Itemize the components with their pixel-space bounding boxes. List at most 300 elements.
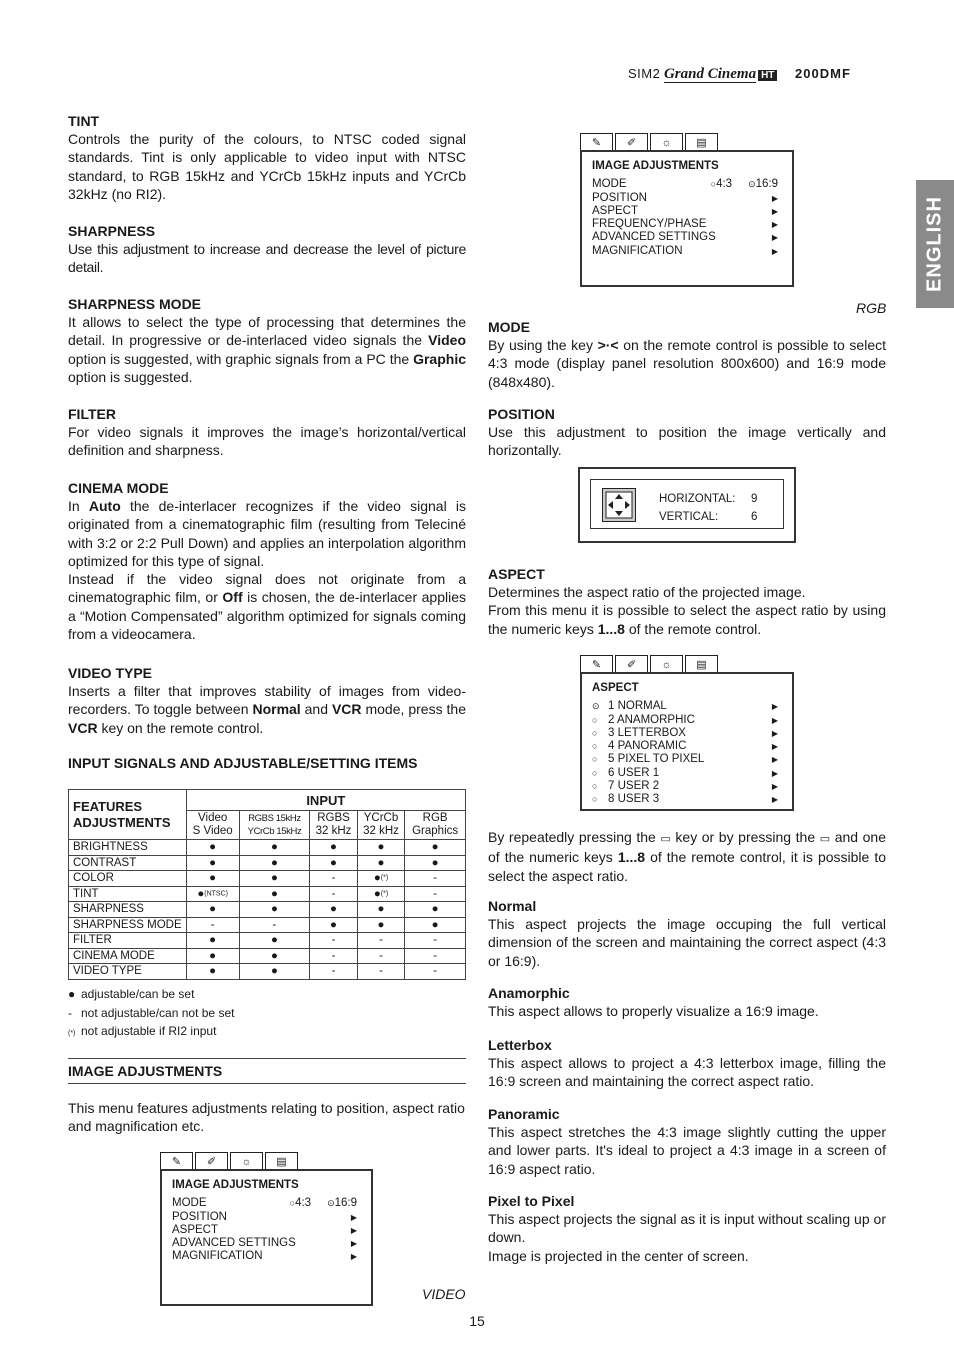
table-cell — [239, 917, 310, 933]
table-cell — [239, 886, 310, 902]
column-header-line: RGBS 15kHz — [248, 813, 301, 824]
aspect-title: ASPECT — [488, 566, 545, 582]
table-cell — [186, 871, 239, 887]
osd-menu-item — [592, 245, 778, 258]
normal-title: Normal — [488, 898, 537, 914]
settings-icon: ☼ — [650, 655, 683, 673]
legend-text: not adjustable/can not be set — [81, 1005, 235, 1020]
video-type-title: VIDEO TYPE — [68, 665, 153, 681]
section-normal — [488, 897, 886, 970]
panoramic-body: This aspect stretches the 4:3 image slightly cutting the upper and lower parts. It's ideal to project a 4:3 image in a screen of 16:9 aspect ratio. — [488, 1124, 886, 1177]
row-label: VIDEO TYPE — [69, 964, 187, 980]
sharpness-mode-body: It allows to select the type of processing that determines the detail. In progressive or de-interlaced video signals the Video option is suggested, with graphic signals from a PC the Graphic option is suggested. — [68, 314, 466, 385]
mode-key-icon: >·< — [597, 337, 619, 353]
aspect-option-label: 7 USER 2 — [608, 780, 660, 793]
row-label: FILTER — [69, 933, 187, 949]
column-header-line: Graphics — [412, 825, 459, 837]
section-cinema-mode — [68, 479, 466, 643]
info-icon: ▤ — [265, 1152, 298, 1170]
tint-body: Controls the purity of the colours, to NTSC coded signal standards. Tint is only applicable to video input with NTSC standard, to RGB 15kHz and YCrCb 15kHz inputs and YCrCb 32kHz (no RI2). — [68, 131, 466, 202]
radio-icon: ○ — [592, 754, 598, 765]
cell-value: - — [379, 949, 383, 962]
brand-script: Grand Cinema — [663, 66, 757, 82]
table-cell — [310, 933, 358, 949]
column-header-line: RGBS — [317, 812, 350, 824]
cinema-mode-body-1: In Auto the de-interlacer recognizes if the video signal is originated from a cinematographic film (resulting from Teleciné with 3:2 or 2:2 Pull Down) and applies an interpolation algorithm optimized for this type of signal. — [68, 498, 466, 569]
chevron-right-icon: ▶ — [771, 233, 778, 243]
cell-value: - — [331, 872, 336, 885]
cell-value: - — [272, 918, 277, 931]
radio-icon: ○ — [592, 767, 598, 778]
sharpness-mode-title: SHARPNESS MODE — [68, 296, 202, 312]
osd-mode-row: MODE ○4:3 ⊙16:9 — [592, 178, 778, 191]
table-cell — [357, 948, 405, 964]
cell-value: - — [433, 934, 438, 947]
aspect-option — [592, 700, 778, 713]
table-cell — [357, 840, 405, 856]
filter-title: FILTER — [68, 406, 116, 422]
section-image-adjustments — [68, 1062, 466, 1080]
cell-value: ● — [330, 841, 337, 854]
radio-icon: ○ — [592, 781, 598, 792]
pixel-to-pixel-body-1: This aspect projects the signal as it is input without scaling up or down. — [488, 1211, 886, 1246]
legend-symbol: - — [68, 1005, 72, 1020]
position-values — [659, 490, 757, 526]
settings-icon: ☼ — [650, 133, 683, 151]
osd-menu-items — [172, 1211, 357, 1264]
chevron-right-icon: ▶ — [771, 206, 778, 216]
table-cell — [357, 964, 405, 980]
cell-value: ● — [209, 856, 217, 869]
cell-value: ● — [270, 934, 278, 947]
aspect-key-icon: ▭ — [819, 833, 831, 845]
osd-menu-item-label: ADVANCED SETTINGS — [172, 1237, 296, 1250]
table-row — [69, 886, 466, 902]
cell-value: - — [331, 934, 336, 947]
cinema-mode-body-2: Instead if the video signal does not originate from a cinematographic film, or Off is chosen, the de-interlacer applies a “Motion Compensated” algorithm optimized for signals coming from a videocamera. — [68, 571, 466, 643]
column-header-line: YCrCb 15kHz — [247, 826, 302, 837]
panoramic-title: Panoramic — [488, 1106, 560, 1122]
table-column-header — [239, 811, 310, 840]
picture-icon: ✎ — [160, 1152, 193, 1170]
osd-menu-items — [592, 700, 778, 806]
osd-menu-item — [172, 1237, 357, 1250]
cell-value: ● — [270, 965, 278, 978]
table-row — [69, 871, 466, 887]
section-sharpness-mode — [68, 295, 466, 386]
chevron-right-icon: ▶ — [771, 782, 778, 792]
section-pixel-to-pixel — [488, 1192, 886, 1265]
table-cell — [186, 902, 239, 918]
cell-value: ● — [209, 872, 217, 885]
section-position — [488, 405, 886, 460]
column-header-line: 32 kHz — [363, 825, 399, 837]
chevron-right-icon: ▶ — [350, 1252, 357, 1262]
osd-menu-item — [592, 218, 778, 231]
table-row — [69, 855, 466, 871]
cell-value: - — [433, 949, 438, 962]
aspect-option-label: 6 USER 1 — [608, 766, 660, 779]
rgb-caption: RGB — [856, 300, 887, 316]
model-name: 200DMF — [795, 66, 851, 81]
cell-value: ● — [209, 949, 217, 962]
aspect-option — [592, 780, 778, 793]
column-header-line: Video — [198, 812, 228, 824]
cell-value: ● — [330, 903, 337, 916]
cell-value: - — [379, 965, 383, 978]
section-anamorphic — [488, 984, 886, 1020]
radio-selected-icon: ⊙ — [592, 701, 600, 712]
cell-value: ● — [377, 856, 385, 869]
osd-menu-video-box — [160, 1169, 373, 1306]
horizontal-value: 9 — [751, 493, 758, 505]
table-cell — [405, 964, 466, 980]
section-tint — [68, 112, 466, 203]
table-input-header: INPUT — [186, 790, 465, 811]
section-image-adjustments-body — [68, 1099, 466, 1136]
cell-value: ● — [431, 856, 439, 869]
table-cell — [405, 948, 466, 964]
pixel-to-pixel-title: Pixel to Pixel — [488, 1193, 575, 1209]
image-adjustments-body: This menu features adjustments relating to position, aspect ratio and magnification etc. — [68, 1100, 465, 1135]
osd-menu-aspect — [580, 655, 794, 811]
chevron-right-icon: ▶ — [771, 702, 778, 712]
move-arrows-icon — [602, 488, 636, 522]
cell-value: - — [331, 965, 336, 978]
column-header-line: YCrCb — [363, 812, 399, 824]
cell-value: ● — [330, 856, 337, 869]
table-cell — [405, 917, 466, 933]
chevron-right-icon: ▶ — [771, 742, 778, 752]
features-table — [68, 789, 466, 980]
table-cell — [310, 902, 358, 918]
osd-menu-item — [592, 231, 778, 244]
mode-title: MODE — [488, 319, 530, 335]
table-cell — [405, 933, 466, 949]
legend-item — [68, 1022, 234, 1044]
row-label: SHARPNESS — [69, 902, 187, 918]
video-caption: VIDEO — [422, 1286, 466, 1302]
cell-value: ● — [209, 934, 217, 947]
table-cell — [357, 933, 405, 949]
vertical-value: 6 — [751, 511, 758, 523]
table-cell — [310, 948, 358, 964]
legend-text: not adjustable if RI2 input — [81, 1024, 217, 1038]
aspect-select-body: By repeatedly pressing the ▭ key or by pressing the ▭ and one of the numeric keys 1...8 of the remote control, it is possible to select the aspect ratio. — [488, 829, 887, 884]
legend-item — [68, 985, 234, 1004]
column-header-line: S Video — [192, 825, 233, 837]
position-inner — [590, 479, 784, 529]
osd-tabs — [580, 133, 720, 151]
row-label: SHARPNESS MODE — [69, 917, 187, 933]
cell-value: ● — [209, 841, 217, 854]
cell-value: - — [379, 934, 383, 947]
image-adjust-icon: ✐ — [615, 655, 648, 673]
aspect-option-label: 3 LETTERBOX — [608, 726, 686, 739]
table-body — [69, 840, 466, 980]
table-legend — [68, 985, 234, 1044]
osd-mode-row: MODE ○4:3 ⊙16:9 — [172, 1197, 357, 1210]
table-cell — [186, 855, 239, 871]
divider — [68, 1058, 466, 1059]
aspect-option — [592, 753, 778, 766]
picture-icon: ✎ — [580, 133, 613, 151]
table-row — [69, 902, 466, 918]
table-cell — [239, 902, 310, 918]
brand-prefix: SIM2 — [628, 66, 661, 81]
language-tab-label: ENGLISH — [923, 196, 946, 292]
table-cell — [186, 948, 239, 964]
section-aspect-select — [488, 828, 886, 885]
chevron-right-icon: ▶ — [771, 193, 778, 203]
cell-value: ● — [270, 903, 278, 916]
video-type-body: Inserts a filter that improves stability of images from video-recorders. To toggle between Normal and VCR mode, press the VCR key on the remote control. — [68, 683, 467, 736]
table-cell — [239, 855, 310, 871]
mode-body: By using the key >·< on the remote control is possible to select 4:3 mode (display panel resolution 800x600) and 16:9 mode (848x480). — [488, 337, 886, 390]
picture-icon: ✎ — [580, 655, 613, 673]
cell-value: ● — [270, 841, 278, 854]
legend-item — [68, 1004, 234, 1023]
radio-icon: ○ — [592, 727, 598, 738]
radio-icon: ○ — [592, 714, 598, 725]
legend-text: adjustable/can be set — [81, 987, 195, 1001]
info-icon: ▤ — [685, 133, 718, 151]
aspect-option — [592, 714, 778, 727]
table-cell — [357, 855, 405, 871]
osd-menu-item-label: POSITION — [592, 191, 647, 204]
cell-value: ● — [377, 918, 385, 931]
table-row — [69, 933, 466, 949]
table-column-header — [310, 811, 358, 840]
pixel-to-pixel-body-2: Image is projected in the center of screen. — [488, 1247, 749, 1264]
divider — [68, 1083, 466, 1084]
position-body: Use this adjustment to position the image vertically and horizontally. — [488, 424, 886, 459]
table-cell — [239, 871, 310, 887]
cell-value: ● — [270, 872, 278, 885]
aspect-option — [592, 740, 778, 753]
table-row — [69, 917, 466, 933]
legend-symbol: (*) — [68, 1030, 76, 1037]
osd-menu-item-label: ASPECT — [172, 1223, 219, 1236]
table-cell — [186, 886, 239, 902]
osd-menu-item — [172, 1224, 357, 1237]
sharpness-body: Use this adjustment to increase and decrease the level of picture detail. — [68, 241, 466, 276]
chevron-right-icon: ▶ — [350, 1212, 357, 1222]
cell-value: - — [433, 872, 438, 885]
osd-menu-rgb-box — [580, 150, 794, 287]
table-cell — [405, 855, 466, 871]
sharpness-title: SHARPNESS — [68, 223, 156, 239]
table-row — [69, 840, 466, 856]
tint-title: TINT — [68, 113, 100, 129]
input-signals-title: INPUT SIGNALS AND ADJUSTABLE/SETTING ITEMS — [68, 755, 418, 771]
info-icon: ▤ — [685, 655, 718, 673]
chevron-right-icon: ▶ — [771, 728, 778, 738]
table-cell — [186, 933, 239, 949]
image-adjust-icon: ✐ — [615, 133, 648, 151]
table-row — [69, 964, 466, 980]
aspect-option-label: 8 USER 3 — [608, 793, 660, 806]
table-cell — [310, 840, 358, 856]
aspect-option — [592, 767, 778, 780]
cell-value: ●(*) — [373, 887, 389, 900]
column-header-line: RGB — [422, 812, 448, 824]
cell-value: ●(*) — [373, 872, 389, 885]
osd-menu-item-label: MAGNIFICATION — [172, 1250, 263, 1263]
table-column-header — [405, 811, 466, 840]
table-cell — [310, 871, 358, 887]
row-label: BRIGHTNESS — [69, 840, 187, 856]
anamorphic-body: This aspect allows to properly visualize a 16:9 image. — [488, 1003, 819, 1019]
cinema-mode-title: CINEMA MODE — [68, 480, 169, 496]
aspect-option-label: 4 PANORAMIC — [608, 740, 687, 753]
table-cell — [357, 871, 405, 887]
aspect-body-2: From this menu it is possible to select the aspect ratio by using the numeric keys 1...8 of the remote control. — [488, 602, 886, 637]
chevron-right-icon: ▶ — [771, 795, 778, 805]
filter-body: For video signals it improves the image’s horizontal/vertical definition and sharpness. — [68, 424, 466, 459]
osd-menu-rgb — [580, 133, 794, 287]
section-sharpness — [68, 222, 466, 277]
table-cell — [310, 964, 358, 980]
cell-value: - — [331, 887, 336, 900]
table-cell — [239, 933, 310, 949]
section-panoramic — [488, 1105, 886, 1178]
section-video-type — [68, 664, 466, 737]
cell-value: ●(NTSC) — [197, 887, 228, 900]
cell-value: ● — [431, 903, 439, 916]
osd-menu-aspect-box — [580, 672, 794, 811]
section-aspect — [488, 565, 886, 638]
image-adjust-icon: ✐ — [195, 1152, 228, 1170]
cell-value: ● — [431, 918, 439, 931]
cell-value: ● — [209, 903, 217, 916]
osd-menu-title: IMAGE ADJUSTMENTS — [592, 160, 719, 172]
chevron-right-icon: ▶ — [771, 220, 778, 230]
aspect-option — [592, 727, 778, 740]
aspect-key-icon: ▭ — [660, 833, 671, 845]
table-cell — [239, 964, 310, 980]
osd-tabs — [580, 655, 720, 673]
table-column-header — [357, 811, 405, 840]
cell-value: ● — [270, 949, 278, 962]
osd-menu-item-label: FREQUENCY/PHASE — [592, 218, 707, 231]
cell-value: ● — [431, 841, 439, 854]
cell-value: ● — [209, 965, 217, 978]
radio-icon: ○ — [592, 794, 598, 805]
letterbox-title: Letterbox — [488, 1037, 552, 1053]
osd-menu-item — [592, 192, 778, 205]
osd-tabs — [160, 1152, 300, 1170]
osd-menu-items — [592, 192, 778, 258]
table-cell — [357, 917, 405, 933]
chevron-right-icon: ▶ — [771, 715, 778, 725]
table-column-header — [186, 811, 239, 840]
language-tab — [916, 180, 954, 308]
chevron-right-icon: ▶ — [771, 755, 778, 765]
cell-value: - — [210, 918, 215, 931]
osd-menu-item-label: ADVANCED SETTINGS — [592, 231, 716, 244]
chevron-right-icon: ▶ — [350, 1239, 357, 1249]
page-number: 15 — [469, 1313, 485, 1329]
row-label: TINT — [69, 886, 187, 902]
table-cell — [357, 886, 405, 902]
aspect-option-label: 2 ANAMORPHIC — [608, 713, 695, 726]
osd-menu-item-label: POSITION — [172, 1210, 227, 1223]
cell-value: - — [433, 965, 438, 978]
osd-menu-title: ASPECT — [592, 682, 639, 694]
table-cell — [186, 964, 239, 980]
row-label: CINEMA MODE — [69, 948, 187, 964]
vertical-label: VERTICAL: — [659, 511, 719, 523]
position-panel — [578, 467, 796, 543]
table-cell — [310, 917, 358, 933]
radio-icon: ○ — [592, 741, 598, 752]
cell-value: ● — [377, 903, 385, 916]
osd-menu-item — [592, 205, 778, 218]
row-label: CONTRAST — [69, 855, 187, 871]
table-cell — [310, 855, 358, 871]
brand-badge: HT — [758, 70, 777, 81]
table-cell — [239, 840, 310, 856]
osd-menu-item-label: ASPECT — [592, 204, 639, 217]
chevron-right-icon: ▶ — [350, 1225, 357, 1235]
table-row — [69, 948, 466, 964]
aspect-body-1: Determines the aspect ratio of the projected image. — [488, 584, 806, 600]
osd-menu-title: IMAGE ADJUSTMENTS — [172, 1179, 299, 1191]
image-adjustments-title: IMAGE ADJUSTMENTS — [68, 1063, 223, 1079]
cell-value: - — [331, 949, 336, 962]
table-cell — [186, 840, 239, 856]
chevron-right-icon: ▶ — [771, 246, 778, 256]
table-cell — [405, 902, 466, 918]
aspect-option-label: 1 NORMAL — [608, 700, 667, 713]
horizontal-label: HORIZONTAL: — [659, 493, 736, 505]
table-cell — [186, 917, 239, 933]
brand-header — [628, 66, 851, 83]
column-header-line: 32 kHz — [315, 825, 352, 837]
chevron-right-icon: ▶ — [771, 768, 778, 778]
osd-menu-item-label: MAGNIFICATION — [592, 244, 683, 257]
cell-value: ● — [270, 856, 278, 869]
aspect-option-label: 5 PIXEL TO PIXEL — [608, 753, 705, 766]
table-cell — [405, 886, 466, 902]
row-label: COLOR — [69, 871, 187, 887]
cell-value: ● — [270, 887, 278, 900]
section-filter — [68, 405, 466, 460]
anamorphic-title: Anamorphic — [488, 985, 570, 1001]
osd-menu-item — [172, 1211, 357, 1224]
table-cell — [357, 902, 405, 918]
cell-value: ● — [377, 841, 385, 854]
legend-symbol: ● — [68, 987, 76, 1001]
osd-menu-video — [160, 1152, 373, 1306]
cell-value: ● — [330, 918, 337, 931]
aspect-option — [592, 793, 778, 806]
table-cell — [310, 886, 358, 902]
table-cell — [239, 948, 310, 964]
section-letterbox — [488, 1036, 886, 1091]
section-input-signals — [68, 754, 466, 772]
section-mode — [488, 318, 886, 391]
table-cell — [405, 840, 466, 856]
position-title: POSITION — [488, 406, 555, 422]
cell-value: - — [433, 887, 438, 900]
table-cell — [405, 871, 466, 887]
osd-menu-item — [172, 1250, 357, 1263]
table-corner: FEATURES ADJUSTMENTS — [69, 790, 187, 840]
settings-icon: ☼ — [230, 1152, 263, 1170]
normal-body: This aspect projects the image occuping the full vertical dimension of the screen and maintaining the correct aspect (4:3 or 16:9). — [488, 916, 886, 969]
